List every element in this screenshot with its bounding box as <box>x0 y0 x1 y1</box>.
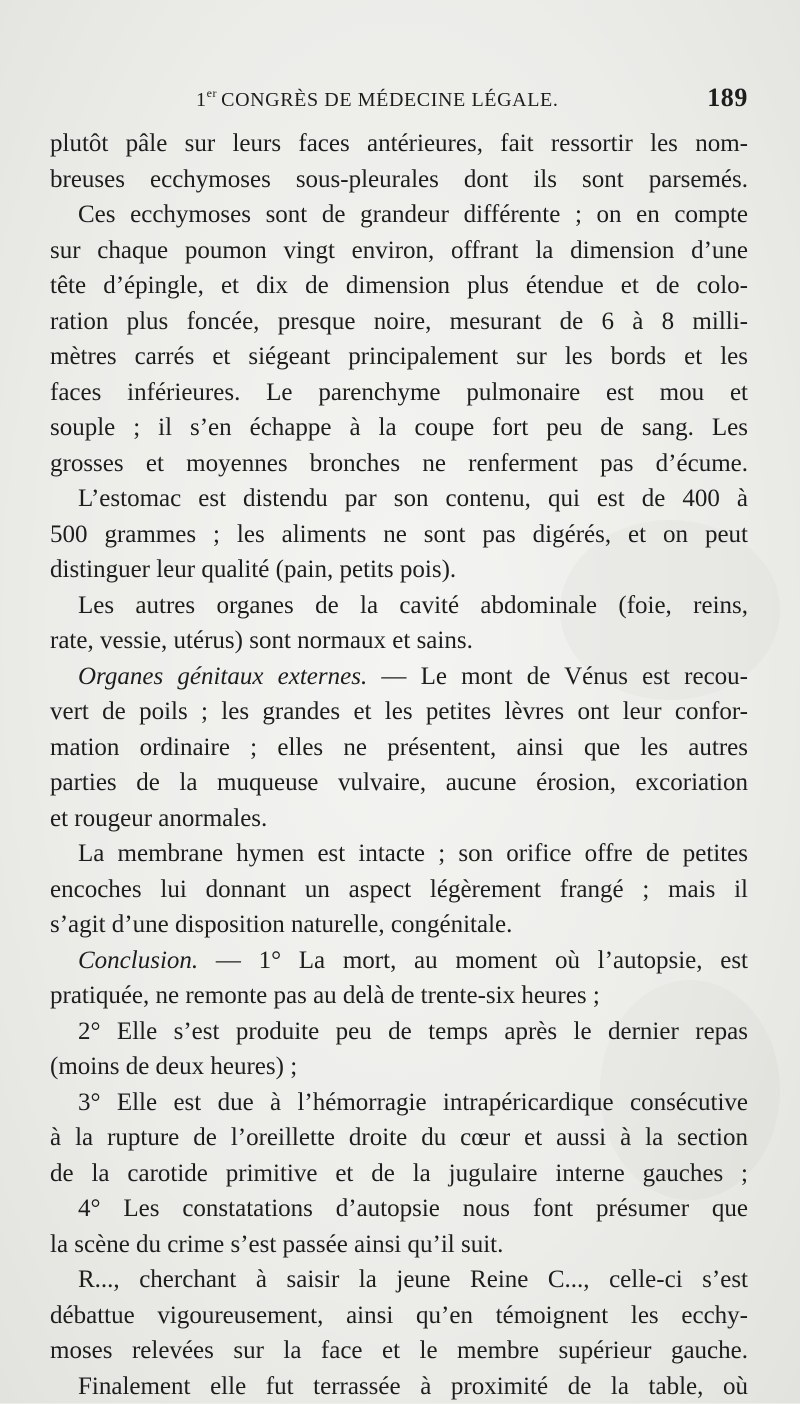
line-text: parties de la muqueuse vulvaire, aucune érosion, excoriation <box>50 769 748 796</box>
text-line <box>50 126 748 162</box>
italic-heading: Conclusion. <box>78 947 198 974</box>
ordinal-superscript: er <box>207 86 218 100</box>
text-line <box>50 730 748 766</box>
line-text: débattue vigoureusement, ainsi qu’en témoignent les ecchy- <box>50 1302 748 1329</box>
line-text: la scène du crime s’est passée ainsi qu’il suit. <box>50 1231 503 1258</box>
text-line <box>50 1333 748 1369</box>
line-text: mètres carrés et siégeant principalement sur les bords et les <box>50 343 748 370</box>
line-text: faces inférieures. Le parenchyme pulmonaire est mou et <box>50 379 748 406</box>
text-line <box>50 1191 748 1227</box>
line-text: rate, vessie, utérus) sont normaux et sains. <box>50 627 473 654</box>
line-text: breuses ecchymoses sous-pleurales dont ils sont parsemés. <box>50 166 748 193</box>
line-text: 2° Elle s’est produite peu de temps après le dernier repas <box>78 1018 748 1045</box>
text-line <box>50 588 748 624</box>
running-title <box>196 86 558 112</box>
text-line <box>50 1085 748 1121</box>
text-line <box>50 410 748 446</box>
text-line <box>50 978 748 1014</box>
text-line <box>50 765 748 801</box>
line-text: plutôt pâle sur leurs faces antérieures, fait ressortir les nom- <box>50 130 748 157</box>
text-line <box>50 197 748 233</box>
line-text: R..., cherchant à saisir la jeune Reine C..., celle-ci s’est <box>78 1266 748 1293</box>
text-line <box>50 1120 748 1156</box>
body-text <box>50 126 748 1404</box>
text-line <box>50 836 748 872</box>
line-text: et rougeur anormales. <box>50 805 267 832</box>
text-line <box>50 233 748 269</box>
text-line <box>50 1049 748 1085</box>
text-line <box>50 552 748 588</box>
text-line <box>50 162 748 198</box>
italic-heading: Organes génitaux externes. <box>78 663 367 690</box>
text-line <box>50 517 748 553</box>
line-text: à la rupture de l’oreillette droite du cœur et aussi à la section <box>50 1124 748 1151</box>
line-text: 4° Les constatations d’autopsie nous font présumer que <box>78 1195 748 1222</box>
text-line <box>50 659 748 695</box>
page-number: 189 <box>707 83 748 113</box>
text-line <box>50 1262 748 1298</box>
text-line <box>50 1156 748 1192</box>
line-text: mation ordinaire ; elles ne présentent, ainsi que les autres <box>50 734 748 761</box>
line-text: souple ; il s’en échappe à la coupe fort peu de sang. Les <box>50 414 748 441</box>
line-text: (moins de deux heures) ; <box>50 1053 297 1080</box>
line-text: grosses et moyennes bronches ne renferment pas d’écume. <box>50 450 748 477</box>
text-line <box>50 943 748 979</box>
line-text: Finalement elle fut terrassée à proximité de la table, où <box>78 1373 748 1400</box>
line-text: tête d’épingle, et dix de dimension plus étendue et de colo- <box>50 272 748 299</box>
line-text: pratiquée, ne remonte pas au delà de trente-six heures ; <box>50 982 600 1009</box>
line-text: Ces ecchymoses sont de grandeur différente ; on en compte <box>78 201 748 228</box>
line-text: La membrane hymen est intacte ; son orifice offre de petites <box>78 840 748 867</box>
text-line <box>50 872 748 908</box>
text-line <box>50 1227 748 1263</box>
text-line <box>50 339 748 375</box>
line-text: ration plus foncée, presque noire, mesurant de 6 à 8 milli- <box>50 308 748 335</box>
line-text: L’estomac est distendu par son contenu, qui est de 400 à <box>78 485 748 512</box>
line-text: sur chaque poumon vingt environ, offrant la dimension d’une <box>50 237 748 264</box>
ordinal: 1 <box>196 89 207 111</box>
text-line <box>50 1298 748 1334</box>
line-text: de la carotide primitive et de la jugulaire interne gauches ; <box>50 1160 748 1187</box>
line-text: — Le mont de Vénus est recou- <box>367 663 748 690</box>
header-title: CONGRÈS DE MÉDECINE LÉGALE. <box>221 89 558 111</box>
text-line <box>50 907 748 943</box>
running-header <box>196 86 748 116</box>
text-line <box>50 694 748 730</box>
text-line <box>50 623 748 659</box>
line-text: vert de poils ; les grandes et les petites lèvres ont leur confor- <box>50 698 748 725</box>
line-text: encoches lui donnant un aspect légèrement frangé ; mais il <box>50 876 748 903</box>
line-text: Les autres organes de la cavité abdominale (foie, reins, <box>78 592 748 619</box>
text-line <box>50 375 748 411</box>
text-line <box>50 268 748 304</box>
line-text: 500 grammes ; les aliments ne sont pas digérés, et on peut <box>50 521 748 548</box>
text-line <box>50 304 748 340</box>
text-line <box>50 801 748 837</box>
text-line <box>50 446 748 482</box>
line-text: s’agit d’une disposition naturelle, congénitale. <box>50 911 512 938</box>
text-line <box>50 481 748 517</box>
line-text: — 1° La mort, au moment où l’autopsie, est <box>198 947 748 974</box>
text-line <box>50 1369 748 1404</box>
line-text: distinguer leur qualité (pain, petits pois). <box>50 556 456 583</box>
line-text: 3° Elle est due à l’hémorragie intrapéricardique consécutive <box>78 1089 748 1116</box>
text-line <box>50 1014 748 1050</box>
line-text: moses relevées sur la face et le membre supérieur gauche. <box>50 1337 748 1364</box>
